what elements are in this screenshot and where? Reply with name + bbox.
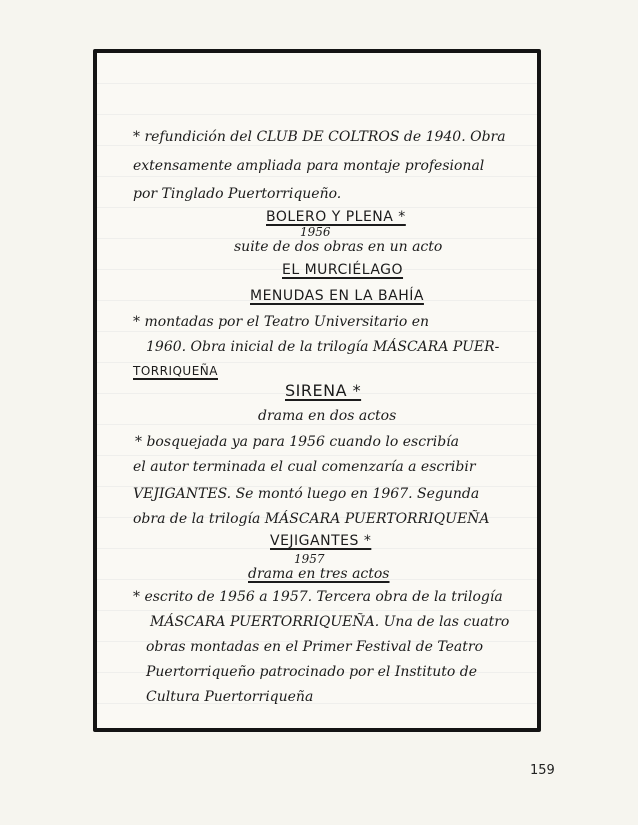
- text-line-1: * refundición del CLUB DE COLTROS de 1940. Obra: [133, 129, 506, 145]
- text-line-16: VEJIGANTES. Se montó luego en 1967. Segunda: [133, 486, 480, 502]
- text-line-10: 1960. Obra inicial de la trilogía MÁSCARA PUER-: [146, 339, 500, 355]
- text-line-23: obras montadas en el Primer Festival de Teatro: [146, 639, 483, 655]
- title-bolero-y-plena: BOLERO Y PLENA *: [266, 209, 406, 225]
- year-1957: 1957: [294, 552, 325, 566]
- text-line-14: * bosquejada ya para 1956 cuando lo escribía: [135, 434, 460, 450]
- text-line-22: MÁSCARA PUERTORRIQUEÑA. Una de las cuatro: [150, 614, 510, 630]
- title-menudas-en-la-bahia: MENUDAS EN LA BAHÍA: [250, 288, 424, 304]
- subtitle-vejigantes: drama en tres actos: [248, 566, 390, 582]
- text-line-17: obra de la trilogía MÁSCARA PUERTORRIQUEÑA: [133, 511, 490, 527]
- title-vejigantes: VEJIGANTES *: [270, 533, 372, 549]
- title-el-murcielago: EL MURCIÉLAGO: [282, 262, 404, 278]
- text-line-21: * escrito de 1956 a 1957. Tercera obra de la trilogía: [133, 589, 503, 605]
- text-line-25: Cultura Puertorriqueña: [146, 689, 314, 705]
- text-line-15: el autor terminada el cual comenzaría a escribir: [133, 459, 476, 475]
- text-line-24: Puertorriqueño patrocinado por el Instituto de: [146, 664, 478, 680]
- subtitle-sirena: drama en dos actos: [258, 408, 397, 424]
- page-number: 159: [530, 763, 555, 778]
- text-line-2: extensamente ampliada para montaje profesional: [133, 158, 485, 174]
- subtitle-suite: suite de dos obras en un acto: [234, 239, 443, 255]
- text-line-9: * montadas por el Teatro Universitario en: [133, 314, 430, 330]
- text-line-11: TORRIQUEÑA: [133, 364, 218, 378]
- title-sirena: SIRENA *: [285, 381, 362, 400]
- text-line-3: por Tinglado Puertorriqueño.: [133, 186, 342, 202]
- year-1956: 1956: [300, 225, 331, 239]
